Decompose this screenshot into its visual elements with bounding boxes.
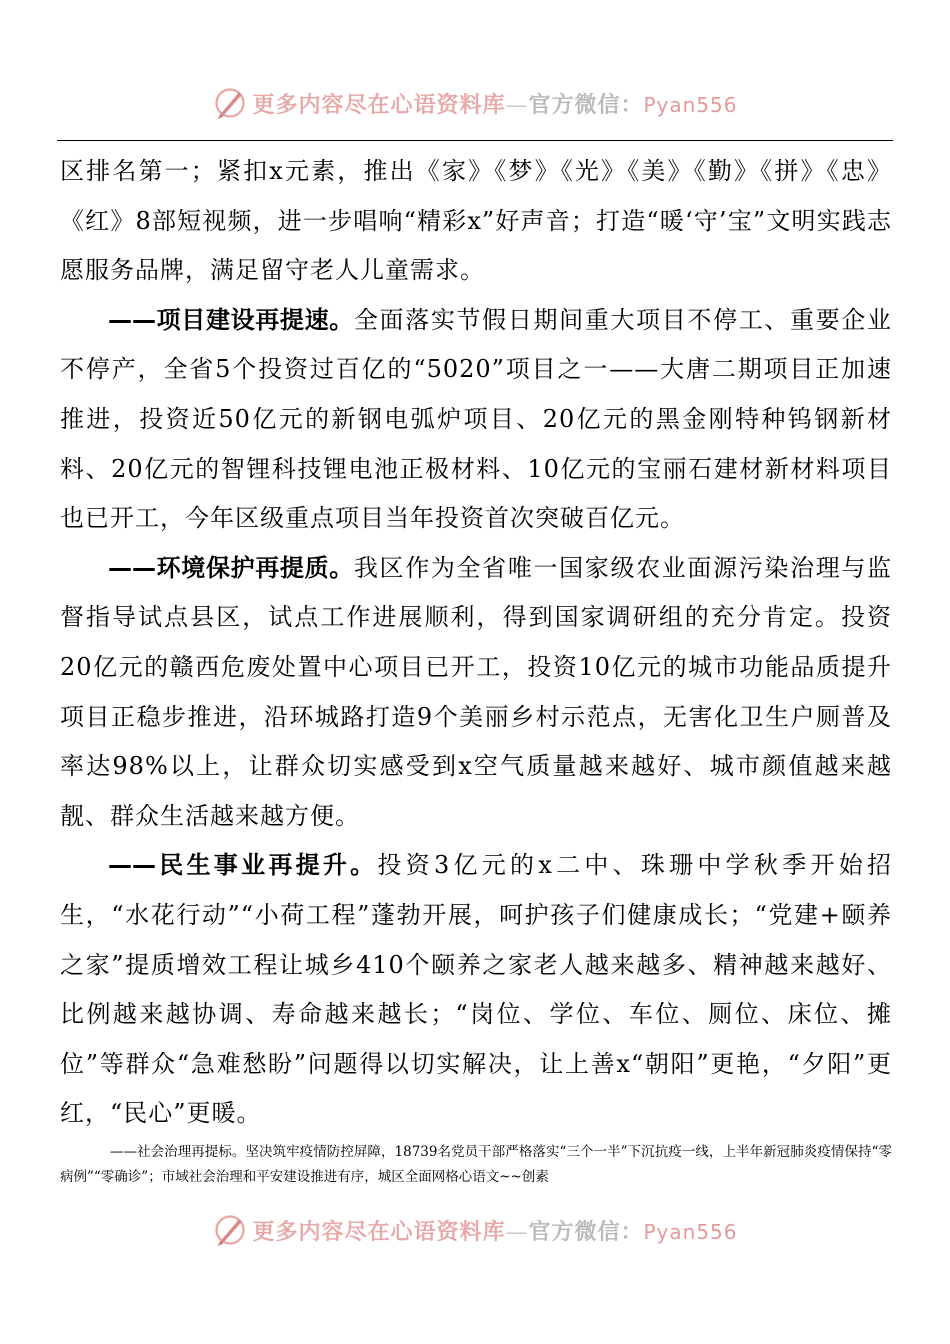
- paragraph-environment: ——环境保护再提质。我区作为全省唯一国家级农业面源污染治理与监督指导试点县区，试点工作进展顺利，得到国家调研组的充分肯定。投资20亿元的赣西危废处置中心项目已开工，投资10亿元的城市功能品质提升项目正稳步推进，沿环城路打造9个美丽乡村示范点，无害化卫生户厕普及率达98%以上，让群众切实感受到x空气质量越来越好、城市颜值越来越靓、群众生活越来越方便。: [60, 553, 893, 830]
- watermark-text: 更多内容尽在心语资料库—官方微信：Pyan556: [252, 91, 738, 118]
- watermark-text: 更多内容尽在心语资料库—官方微信：Pyan556: [252, 1218, 738, 1245]
- paragraph-1: 区排名第一；紧扣x元素，推出《家》《梦》《光》《美》《勤》《拼》《忠》《红》8部短视频，进一步唱响“精彩x”好声音；打造“暖‘守’宝”文明实践志愿服务品牌，满足留守老人儿童需求。: [60, 157, 892, 285]
- section-heading: ——项目建设再提速。: [108, 305, 354, 334]
- header-rule: [57, 140, 893, 141]
- paragraph-livelihood: ——民生事业再提升。投资3亿元的x二中、珠珊中学秋季开始招生，“水花行动”“小荷工程”蓬勃开展，呵护孩子们健康成长；“党建+颐养之家”提质增效工程让城乡410个颐养之家老人越来越多、精神越来越好、比例越来越协调、寿命越来越长；“岗位、学位、车位、厕位、床位、摊位”等群众“急难愁盼”问题得以切实解决，让上善x“朝阳”更艳，“夕阳”更红，“民心”更暖。: [60, 851, 893, 1128]
- footer-watermark: [0, 1207, 950, 1253]
- social-governance-paragraph: ——社会治理再提标。坚决筑牢疫情防控屏障，18739名党员干部严格落实“三个一半”下沉抗疫一线，上半年新冠肺炎疫情保持“零病例”“零确诊”；市域社会治理和平安建设推进有序，城区全面网格心语文~~创素: [60, 1144, 892, 1185]
- section-heading: ——环境保护再提质。: [108, 553, 354, 582]
- section-heading: ——民生事业再提升。: [108, 851, 378, 880]
- document-body: [60, 147, 892, 1139]
- pen-circle-logo-icon: [212, 85, 248, 121]
- pen-circle-logo-icon: [212, 1212, 248, 1248]
- paragraph-project-construction: ——项目建设再提速。全面落实节假日期间重大项目不停工、重要企业不停产，全省5个投资过百亿的“5020”项目之一——大唐二期项目正加速推进，投资近50亿元的新钢电弧炉项目、20亿元的黑金刚特种钨钢新材料、20亿元的智锂科技锂电池正极材料、10亿元的宝丽石建材新材料项目也已开工，今年区级重点项目当年投资首次突破百亿元。: [60, 305, 893, 533]
- small-print-paragraph: [60, 1140, 892, 1190]
- header-watermark: [0, 80, 950, 126]
